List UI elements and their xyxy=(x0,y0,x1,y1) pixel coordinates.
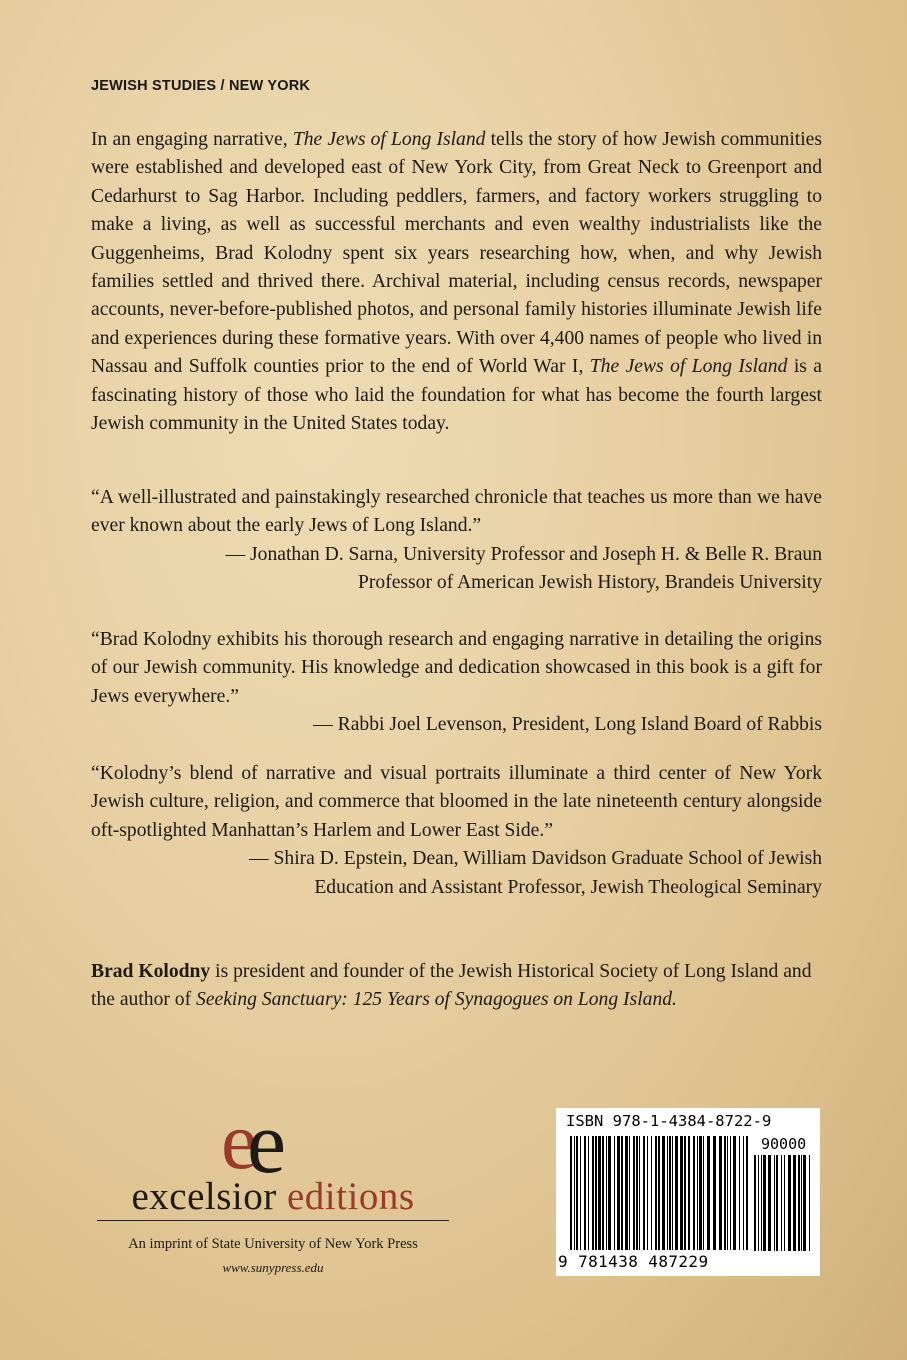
barcode-bar xyxy=(684,1136,686,1250)
blurb-text: tells the story of how Jewish communities were established and developed east of New York City, from Great Neck to Greenport and Cedarhurst to Sag Harbor. Including peddlers, farmers, and factory workers struggling to make a living, as well as successful merchants and even wealthy industrialists like the Guggenheims, Brad Kolodny spent six years researching how, when, and why Jewish families settled and thrived there. Archival material, including census records, newspaper accounts, never-before-published photos, and personal family histories illuminate Jewish life and experiences during these formative years. With over 4,400 names of people who lived in Nassau and Suffolk counties prior to the end of World War I, xyxy=(91,129,822,378)
price-code: 90000 xyxy=(761,1135,807,1153)
barcode-bar xyxy=(570,1136,572,1250)
barcode-bar xyxy=(639,1136,640,1250)
author-name: Brad Kolodny xyxy=(91,961,211,982)
endorsement-quote xyxy=(91,760,822,902)
barcode-bar xyxy=(733,1136,736,1250)
barcode-bar xyxy=(809,1155,810,1251)
barcode-bar xyxy=(761,1155,762,1251)
barcode-bar xyxy=(636,1136,638,1250)
barcode-bar xyxy=(592,1136,594,1250)
barcode-bar xyxy=(758,1155,759,1251)
bio-text: is president and founder of the Jewish Historical Society of Long Island and the author of xyxy=(91,961,812,1011)
barcode-bar xyxy=(669,1136,671,1250)
barcode-bar xyxy=(724,1136,726,1250)
barcode-bar xyxy=(713,1136,716,1250)
logo-divider xyxy=(97,1220,449,1221)
category-label: JEWISH STUDIES / NEW YORK xyxy=(91,78,311,94)
blurb-text: is a fascinating history of those who laid the foundation for what has become the fourth largest Jewish community in the United States today. xyxy=(91,356,822,435)
barcode-bar xyxy=(675,1136,678,1250)
excelsior-monogram-icon xyxy=(97,1100,449,1180)
isbn-barcode xyxy=(556,1108,820,1276)
barcode-bar xyxy=(774,1155,775,1251)
barcode-bar xyxy=(598,1136,601,1250)
barcode-bar xyxy=(576,1136,578,1250)
endorsement-quote xyxy=(91,626,822,740)
barcode-bar xyxy=(707,1136,710,1250)
quote-text: “Kolodny’s blend of narrative and visual portraits illuminate a third center of New York Jewish culture, religion, and commerce that bloomed in the late nineteenth century alongside oft-spotlighted Manhattan’s Harlem and Lower East Side.” xyxy=(91,763,822,841)
barcode-bar xyxy=(784,1155,785,1251)
barcode-bar xyxy=(693,1136,695,1250)
barcode-bar xyxy=(651,1136,652,1250)
barcode-bar xyxy=(574,1136,575,1250)
barcode-bar xyxy=(602,1136,604,1250)
barcode-bar xyxy=(788,1155,791,1251)
barcode-bar xyxy=(667,1136,668,1250)
barcode-bar xyxy=(655,1136,657,1250)
price-barcode-bars xyxy=(754,1155,812,1253)
barcode-bar xyxy=(588,1136,589,1250)
svg-text:e: e xyxy=(247,1100,287,1180)
barcode-bar xyxy=(730,1136,731,1250)
barcode-bar xyxy=(608,1136,611,1250)
barcode-bar xyxy=(625,1136,628,1250)
barcode-bar xyxy=(793,1155,796,1251)
blurb-text: In an engaging narrative, xyxy=(91,129,293,150)
quote-attribution: — Rabbi Joel Levenson, President, Long Island Board of Rabbis xyxy=(313,714,822,736)
book-title: The Jews of Long Island xyxy=(589,356,788,378)
imprint-line: An imprint of State University of New York Press xyxy=(128,1236,418,1252)
barcode-bar xyxy=(621,1136,623,1250)
book-description xyxy=(91,126,822,438)
barcode-bar xyxy=(727,1136,728,1250)
quote-attribution: — Jonathan D. Sarna, University Professor and Joseph H. & Belle R. Braun xyxy=(225,543,822,565)
barcode-bar xyxy=(658,1136,660,1250)
barcode-bar xyxy=(643,1136,645,1250)
quote-attribution: Education and Assistant Professor, Jewish Theological Seminary xyxy=(314,876,822,898)
publisher-name xyxy=(97,1174,449,1220)
quote-text: “A well-illustrated and painstakingly researched chronicle that teaches us more than we have ever known about the early Jews of Long Island.” xyxy=(91,487,822,537)
endorsement-quote xyxy=(91,484,822,598)
barcode-bar xyxy=(672,1136,673,1250)
barcode-bar xyxy=(739,1136,740,1250)
barcode-bar xyxy=(662,1136,665,1250)
barcode-bar xyxy=(776,1155,778,1251)
barcode-bar xyxy=(633,1136,635,1250)
barcode-bar xyxy=(703,1136,704,1250)
quote-attribution: — Shira D. Epstein, Dean, William Davidson Graduate School of Jewish xyxy=(249,848,822,870)
author-bio xyxy=(91,958,822,1015)
book-title: The Jews of Long Island xyxy=(292,129,486,150)
publisher-name-word: excelsior xyxy=(131,1175,277,1218)
svg-text:e: e xyxy=(221,1100,258,1180)
barcode-bar xyxy=(647,1136,648,1250)
barcode-bar xyxy=(768,1155,771,1251)
publisher-name-word: editions xyxy=(287,1175,415,1218)
barcode-bar xyxy=(614,1136,615,1250)
barcode-bar xyxy=(680,1136,683,1250)
quote-attribution: Professor of American Jewish History, Brandeis University xyxy=(357,572,822,594)
barcode-bar xyxy=(595,1136,597,1250)
barcode-bar xyxy=(746,1136,748,1250)
barcode-bar xyxy=(754,1155,756,1251)
barcode-bar xyxy=(617,1136,620,1250)
ean-barcode-bars xyxy=(570,1136,750,1254)
publisher-url: www.sunypress.edu xyxy=(222,1260,324,1275)
ean-digits: 9 781438 487229 xyxy=(558,1252,709,1271)
barcode-bar xyxy=(580,1136,581,1250)
barcode-bar xyxy=(801,1155,802,1251)
barcode-bar xyxy=(781,1155,782,1251)
barcode-bar xyxy=(584,1136,586,1250)
barcode-bar xyxy=(629,1136,630,1250)
barcode-bar xyxy=(763,1155,766,1251)
barcode-bar xyxy=(606,1136,607,1250)
barcode-bar xyxy=(743,1136,744,1250)
publisher-logo xyxy=(97,1100,449,1290)
barcode-bar xyxy=(798,1155,800,1251)
quote-text: “Brad Kolodny exhibits his thorough research and engaging narrative in detailing the origins of our Jewish community. His knowledge and dedication showcased in this book is a gift for Jews everywhere.” xyxy=(91,629,822,707)
barcode-bar xyxy=(697,1136,698,1250)
other-book-title: Seeking Sanctuary: 125 Years of Synagogues on Long Island. xyxy=(196,989,677,1011)
barcode-bar xyxy=(719,1136,722,1250)
barcode-bar xyxy=(688,1136,690,1250)
barcode-bar xyxy=(803,1155,806,1251)
isbn-label: ISBN 978-1-4384-8722-9 xyxy=(566,1112,772,1130)
barcode-bar xyxy=(699,1136,702,1250)
